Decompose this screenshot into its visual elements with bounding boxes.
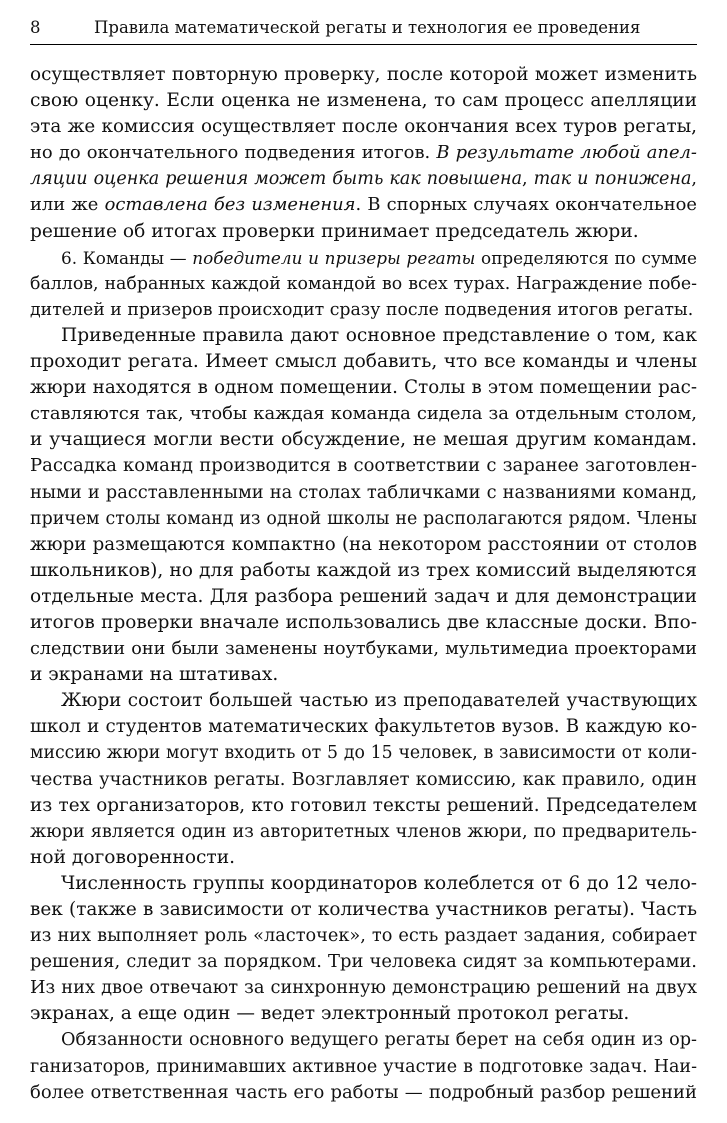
text-line — [30, 480, 697, 506]
text-line — [30, 949, 697, 975]
text-span: жюри находятся в одном помещении. Столы в этом помещении рас- — [30, 377, 697, 399]
text-span: более ответственная часть его работы — подробный разбор решений — [30, 1081, 697, 1103]
text-line — [30, 453, 697, 479]
text-line — [30, 1080, 697, 1106]
italic-text: победители и призеры регаты — [192, 247, 476, 268]
text-line — [30, 114, 697, 140]
text-span: и учащиеся могли вести обсуждение, не мешая другим командам. — [30, 429, 697, 451]
text-line — [30, 767, 697, 793]
italic-text: ляции оценка решения может быть как повышена — [30, 169, 523, 190]
text-span: век (также в зависимости от количества участников регаты). Часть — [30, 899, 697, 920]
text-line — [30, 871, 697, 897]
text-line — [30, 532, 697, 558]
text-line — [30, 506, 697, 532]
text-span: 6. Команды — — [61, 247, 193, 268]
text-span: школ и студентов математических факультетов вузов. В каждую ко- — [30, 716, 697, 738]
italic-text: так и понижена — [533, 169, 692, 190]
running-title: Правила математической регаты и технология ее проведения — [94, 18, 641, 37]
text-span: отдельные места. Для разбора решений задач и для демонстрации — [30, 585, 697, 607]
text-span: осуществляет повторную проверку, после которой может изменить — [30, 64, 697, 85]
text-line — [30, 427, 697, 453]
text-span: ганизаторов, принимавших активное участие в подготовке задач. Наи- — [30, 1056, 697, 1077]
text-line — [30, 245, 697, 271]
text-line — [30, 975, 697, 1001]
text-span: следствии они были заменены ноутбуками, мультимедиа проекторами — [30, 639, 697, 660]
text-line — [30, 271, 697, 297]
text-line — [30, 662, 697, 688]
text-span: ными и расставленными на столах табличками с названиями команд, — [30, 481, 697, 503]
text-line — [30, 636, 697, 662]
text-span: или же — [30, 194, 105, 216]
italic-text: оставлена без изменения — [104, 194, 356, 216]
text-span: из тех организаторов, кто готовил тексты решений. Председателем — [30, 794, 697, 816]
text-span: Приведенные правила дают основное представление о том, как — [61, 324, 697, 346]
text-span: , — [691, 169, 697, 190]
body-text — [30, 62, 697, 1106]
text-span: решение об итогах проверки принимает председатель жюри. — [30, 220, 639, 242]
text-line — [30, 219, 697, 245]
text-line — [30, 923, 697, 949]
text-span: баллов, набранных каждой командой во всех турах. Награждение побе- — [30, 273, 697, 294]
text-span: эта же комиссия осуществляет после окончания всех туров регаты, — [30, 116, 697, 138]
text-span: и экранами на штативах. — [30, 664, 279, 686]
text-span: но до окончательного подведения итогов. — [30, 142, 437, 164]
text-span: определяются по сумме — [475, 247, 697, 268]
text-span: дителей и призеров происходит сразу после подведения итогов регаты. — [30, 299, 694, 320]
text-line — [30, 323, 697, 349]
text-line — [30, 1054, 697, 1080]
text-line — [30, 297, 697, 323]
text-line — [30, 610, 697, 636]
text-line — [30, 740, 697, 766]
text-span: Из них двое отвечают за синхронную демонстрацию решений на двух — [30, 977, 697, 999]
text-span: Численность группы координаторов колеблется от 6 до 12 чело- — [61, 872, 697, 894]
text-line — [30, 88, 697, 114]
page-number: 8 — [30, 18, 41, 37]
text-line — [30, 1001, 697, 1027]
text-line — [30, 714, 697, 740]
running-header — [30, 16, 697, 45]
text-line — [30, 62, 697, 88]
text-span: чества участников регаты. Возглавляет комиссию, как правило, один — [30, 768, 697, 790]
text-span: из них выполняет роль «ласточек», то есть раздает задания, собирает — [30, 926, 697, 947]
text-span: миссию жюри могут входить от 5 до 15 человек, в зависимости от коли- — [30, 743, 697, 764]
italic-text: В результате любой апел- — [436, 142, 697, 164]
text-span: , — [522, 169, 534, 190]
text-span: решения, следит за порядком. Три человека сидят за компьютерами. — [30, 951, 697, 973]
text-line — [30, 845, 697, 871]
text-span: Обязанности основного ведущего регаты берет на себя один из ор- — [61, 1030, 697, 1051]
text-span: проходит регата. Имеет смысл добавить, что все команды и члены — [30, 351, 697, 373]
text-span: жюри является один из авторитетных членов жюри, по предваритель- — [30, 821, 697, 842]
text-line — [30, 584, 697, 610]
text-line — [30, 688, 697, 714]
text-line — [30, 166, 697, 192]
text-line — [30, 1027, 697, 1053]
text-span: итогов проверки вначале использовались две классные доски. Впо- — [30, 611, 697, 633]
text-span: Рассадка команд производится в соответствии с заранее заготовлен- — [30, 455, 697, 477]
text-line — [30, 140, 697, 166]
text-line — [30, 558, 697, 584]
text-span: ставляются так, чтобы каждая команда сидела за отдельным столом, — [30, 403, 697, 425]
text-line — [30, 375, 697, 401]
text-span: экранах, а еще один — ведет электронный протокол регаты. — [30, 1003, 630, 1025]
text-span: . В спорных случаях окончательное — [355, 194, 697, 216]
text-span: свою оценку. Если оценка не изменена, то сам процесс апелляции — [30, 90, 697, 112]
text-span: жюри размещаются компактно (на некотором расстоянии от столов — [30, 533, 697, 555]
text-span: ной договоренности. — [30, 846, 236, 868]
text-span: школьников), но для работы каждой из трех комиссий выделяются — [30, 559, 697, 581]
text-line — [30, 819, 697, 845]
text-span: Жюри состоит большей частью из преподавателей участвующих — [61, 690, 697, 712]
text-line — [30, 401, 697, 427]
text-span: причем столы команд из одной школы не располагаются рядом. Члены — [30, 508, 697, 529]
text-line — [30, 192, 697, 218]
text-line — [30, 897, 697, 923]
text-line — [30, 793, 697, 819]
text-line — [30, 349, 697, 375]
